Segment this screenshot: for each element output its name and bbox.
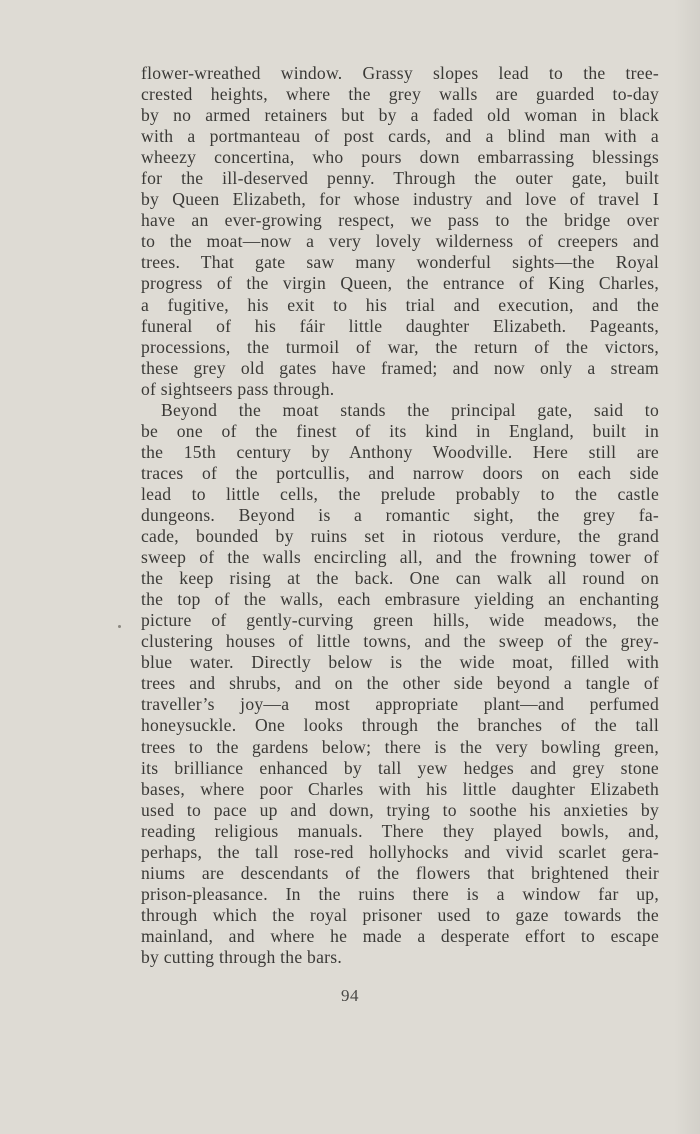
text-line: niums are descendants of the flowers that brightened their	[141, 862, 659, 883]
text-line: with a portmanteau of post cards, and a blind man with a	[141, 126, 659, 147]
text-line: flower-wreathed window. Grassy slopes lead to the tree-	[141, 63, 659, 83]
text-line: progress of the virgin Queen, the entrance of King Charles,	[141, 273, 659, 294]
text-line: crested heights, where the grey walls are guarded to-day	[141, 84, 659, 105]
text-line: by no armed retainers but by a faded old woman in black	[141, 105, 659, 126]
text-line: prison-pleasance. In the ruins there is a window far up,	[141, 883, 659, 904]
text-line: picture of gently-curving green hills, wide meadows, the	[141, 610, 659, 631]
text-line: traces of the portcullis, and narrow doors on each side	[141, 462, 659, 483]
text-line: reading religious manuals. There they played bowls, and,	[141, 820, 659, 841]
paragraph-last-line: of sightseers pass through.	[141, 378, 335, 399]
text-line: trees. That gate saw many wonderful sights—the Royal	[141, 252, 659, 273]
text-line: have an ever-growing respect, we pass to the bridge over	[141, 210, 659, 231]
text-line: blue water. Directly below is the wide moat, filled with	[141, 652, 659, 673]
text-line: traveller’s joy—a most appropriate plant—and perfumed	[141, 694, 659, 715]
text-line: trees to the gardens below; there is the very bowling green,	[141, 736, 659, 757]
paragraph-last-line: by cutting through the bars.	[141, 946, 342, 967]
page-edge-shadow	[674, 0, 700, 1134]
paper-speck	[118, 625, 121, 628]
text-line: honeysuckle. One looks through the branches of the tall	[141, 715, 659, 736]
text-line: clustering houses of little towns, and the sweep of the grey-	[141, 631, 659, 652]
text-line: trees and shrubs, and on the other side beyond a tangle of	[141, 673, 659, 694]
body-text	[141, 63, 659, 968]
text-line: perhaps, the tall rose-red hollyhocks and vivid scarlet gera-	[141, 841, 659, 862]
text-line: be one of the finest of its kind in England, built in	[141, 420, 659, 441]
text-line: bases, where poor Charles with his little daughter Elizabeth	[141, 778, 659, 799]
text-line: wheezy concertina, who pours down embarrassing blessings	[141, 147, 659, 168]
text-line: mainland, and where he made a desperate effort to escape	[141, 925, 659, 946]
text-line: these grey old gates have framed; and now only a stream	[141, 357, 659, 378]
text-line: the top of the walls, each embrasure yielding an enchanting	[141, 589, 659, 610]
text-line: sweep of the walls encircling all, and the frowning tower of	[141, 547, 659, 568]
text-line: used to pace up and down, trying to soothe his anxieties by	[141, 799, 659, 820]
text-line: the keep rising at the back. One can walk all round on	[141, 568, 659, 589]
paragraph-first-line: Beyond the moat stands the principal gate, said to	[161, 399, 659, 420]
text-line: cade, bounded by ruins set in riotous verdure, the grand	[141, 526, 659, 547]
text-line: funeral of his fáir little daughter Elizabeth. Pageants,	[141, 315, 659, 336]
text-line: the 15th century by Anthony Woodville. Here still are	[141, 441, 659, 462]
text-line: dungeons. Beyond is a romantic sight, the grey fa-	[141, 504, 659, 525]
text-line: its brilliance enhanced by tall yew hedges and grey stone	[141, 757, 659, 778]
text-line: through which the royal prisoner used to gaze towards the	[141, 904, 659, 925]
text-line: for the ill-deserved penny. Through the outer gate, built	[141, 168, 659, 189]
text-line: lead to little cells, the prelude probably to the castle	[141, 483, 659, 504]
text-line: to the moat—now a very lovely wilderness of creepers and	[141, 231, 659, 252]
text-line: a fugitive, his exit to his trial and execution, and the	[141, 294, 659, 315]
text-line: by Queen Elizabeth, for whose industry and love of travel I	[141, 189, 659, 210]
text-line: processions, the turmoil of war, the return of the victors,	[141, 336, 659, 357]
page-number: 94	[341, 986, 359, 1005]
